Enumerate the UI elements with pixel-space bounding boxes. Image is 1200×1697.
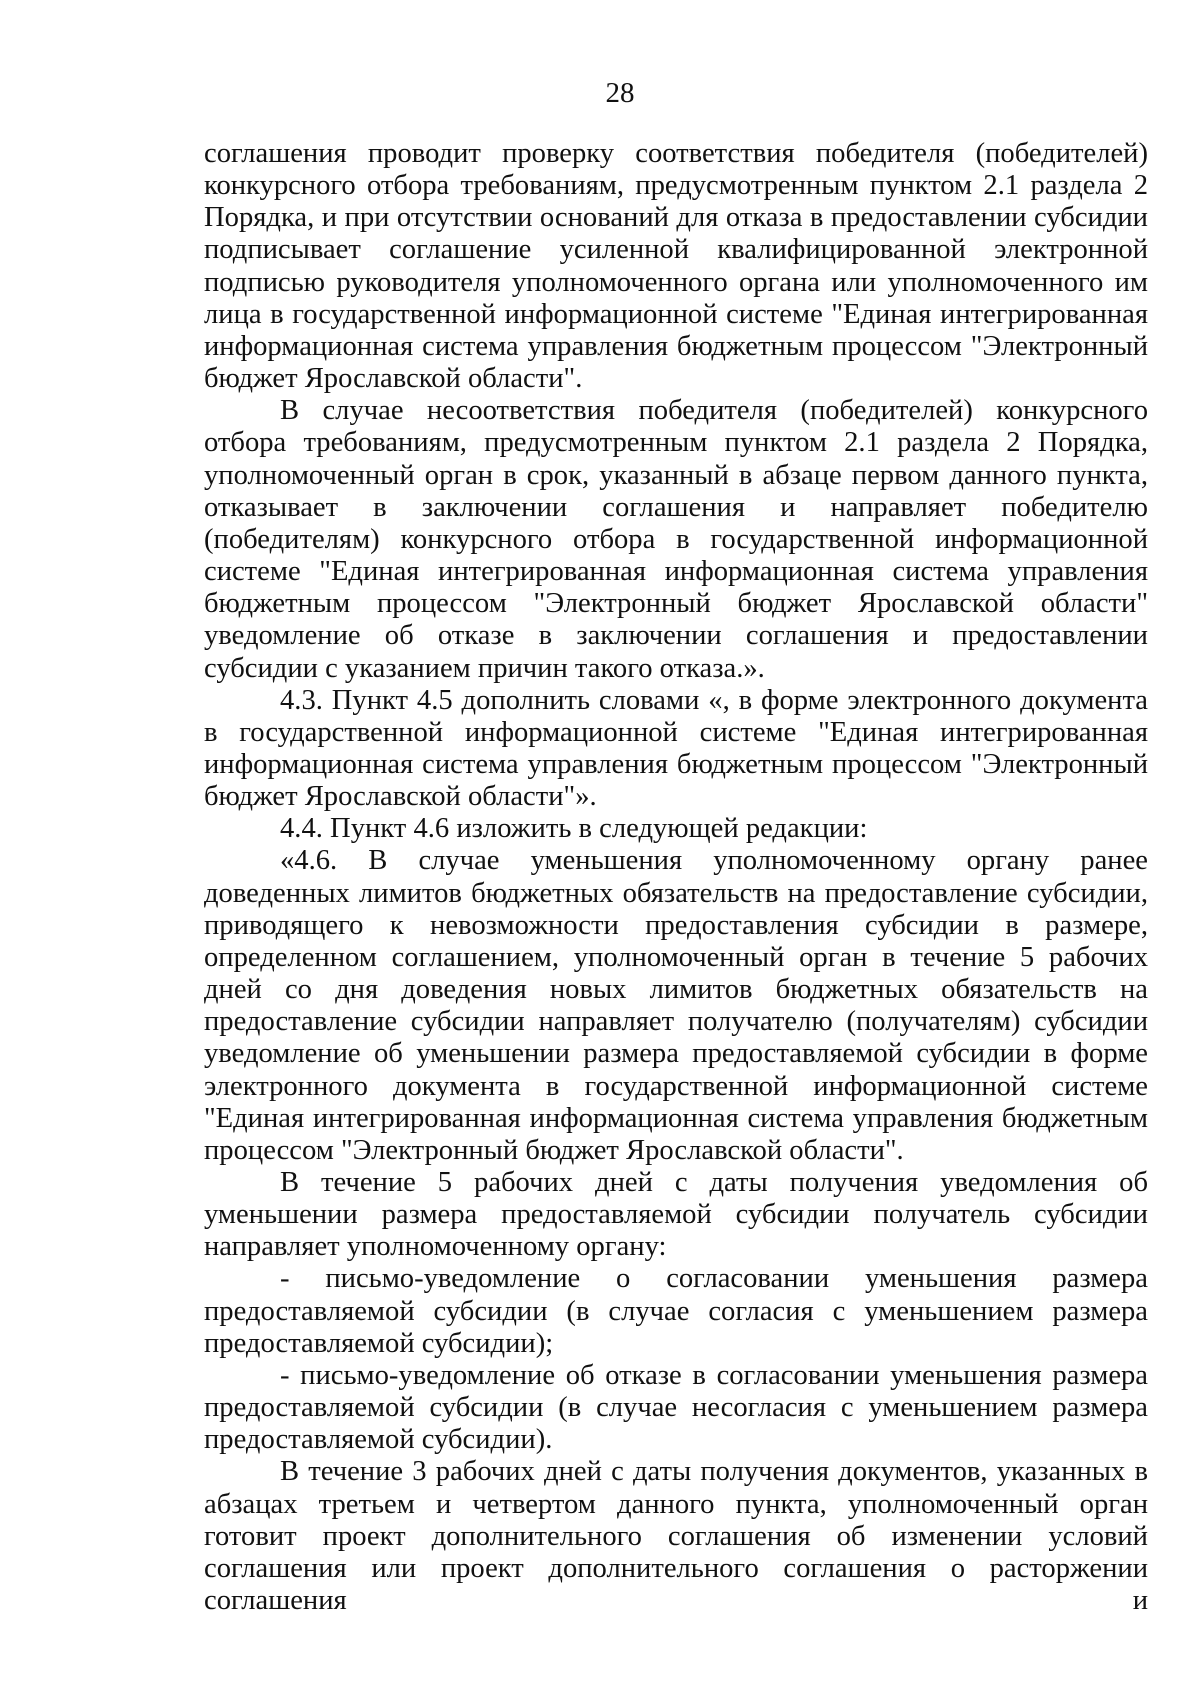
list-item-refusal-letter: - письмо-уведомление об отказе в согласовании уменьшения размера предоставляемой субсидии (в случае несогласия с уменьшением размера предоставляемой субсидии). — [204, 1359, 1148, 1456]
document-body — [204, 138, 1148, 1617]
paragraph-item-4-4: 4.4. Пункт 4.6 изложить в следующей редакции: — [280, 813, 868, 845]
paragraph-three-days-draft: В течение 3 рабочих дней с даты получения документов, указанных в абзацах третьем и четвертом данного пункта, уполномоченный орган готовит проект дополнительного соглашения об изменении условий соглашения или проект дополнительного соглашения о расторжении соглашения и — [204, 1456, 1148, 1617]
paragraph-five-days-notice: В течение 5 рабочих дней с даты получения уведомления об уменьшении размера предоставляемой субсидии получатель субсидии направляет уполномоченному органу: — [204, 1167, 1148, 1263]
paragraph-clause-4-6: «4.6. В случае уменьшения уполномоченному органу ранее доведенных лимитов бюджетных обязательств на предоставление субсидии, приводящего к невозможности предоставления субсидии в размере, определенном соглашением, уполномоченный орган в течение 5 рабочих дней со дня доведения новых лимитов бюджетных обязательств на предоставление субсидии направляет получателю (получателям) субсидии уведомление об уменьшении размера предоставляемой субсидии в форме электронного документа в государственной информационной системе "Единая интегрированная информационная система управления бюджетным процессом "Электронный бюджет Ярославской области". — [204, 845, 1148, 1166]
list-item-consent-letter: - письмо-уведомление о согласовании уменьшения размера предоставляемой субсидии (в случае согласия с уменьшением размера предоставляемой субсидии); — [204, 1263, 1148, 1359]
page-number: 28 — [605, 77, 635, 109]
paragraph-item-4-3: 4.3. Пункт 4.5 дополнить словами «, в форме электронного документа в государственной информационной системе "Единая интегрированная информационная система управления бюджетным процессом "Электронный бюджет Ярославской области"». — [204, 684, 1148, 813]
paragraph-signing-agreement: соглашения проводит проверку соответствия победителя (победителей) конкурсного отбора требованиям, предусмотренным пунктом 2.1 раздела 2 Порядка, и при отсутствии оснований для отказа в предоставлении субсидии подписывает соглашение усиленной квалифицированной электронной подписью руководителя уполномоченного органа или уполномоченного им лица в государственной информационной системе "Единая интегрированная информационная система управления бюджетным процессом "Электронный бюджет Ярославской области". — [204, 138, 1148, 395]
paragraph-nonconformity-refusal: В случае несоответствия победителя (победителей) конкурсного отбора требованиям, предусмотренным пунктом 2.1 раздела 2 Порядка, уполномоченный орган в срок, указанный в абзаце первом данного пункта, отказывает в заключении соглашения и направляет победителю (победителям) конкурсного отбора в государственной информационной системе "Единая интегрированная информационная система управления бюджетным процессом "Электронный бюджет Ярославской области" уведомление об отказе в заключении соглашения и предоставлении субсидии с указанием причин такого отказа.». — [204, 395, 1148, 684]
